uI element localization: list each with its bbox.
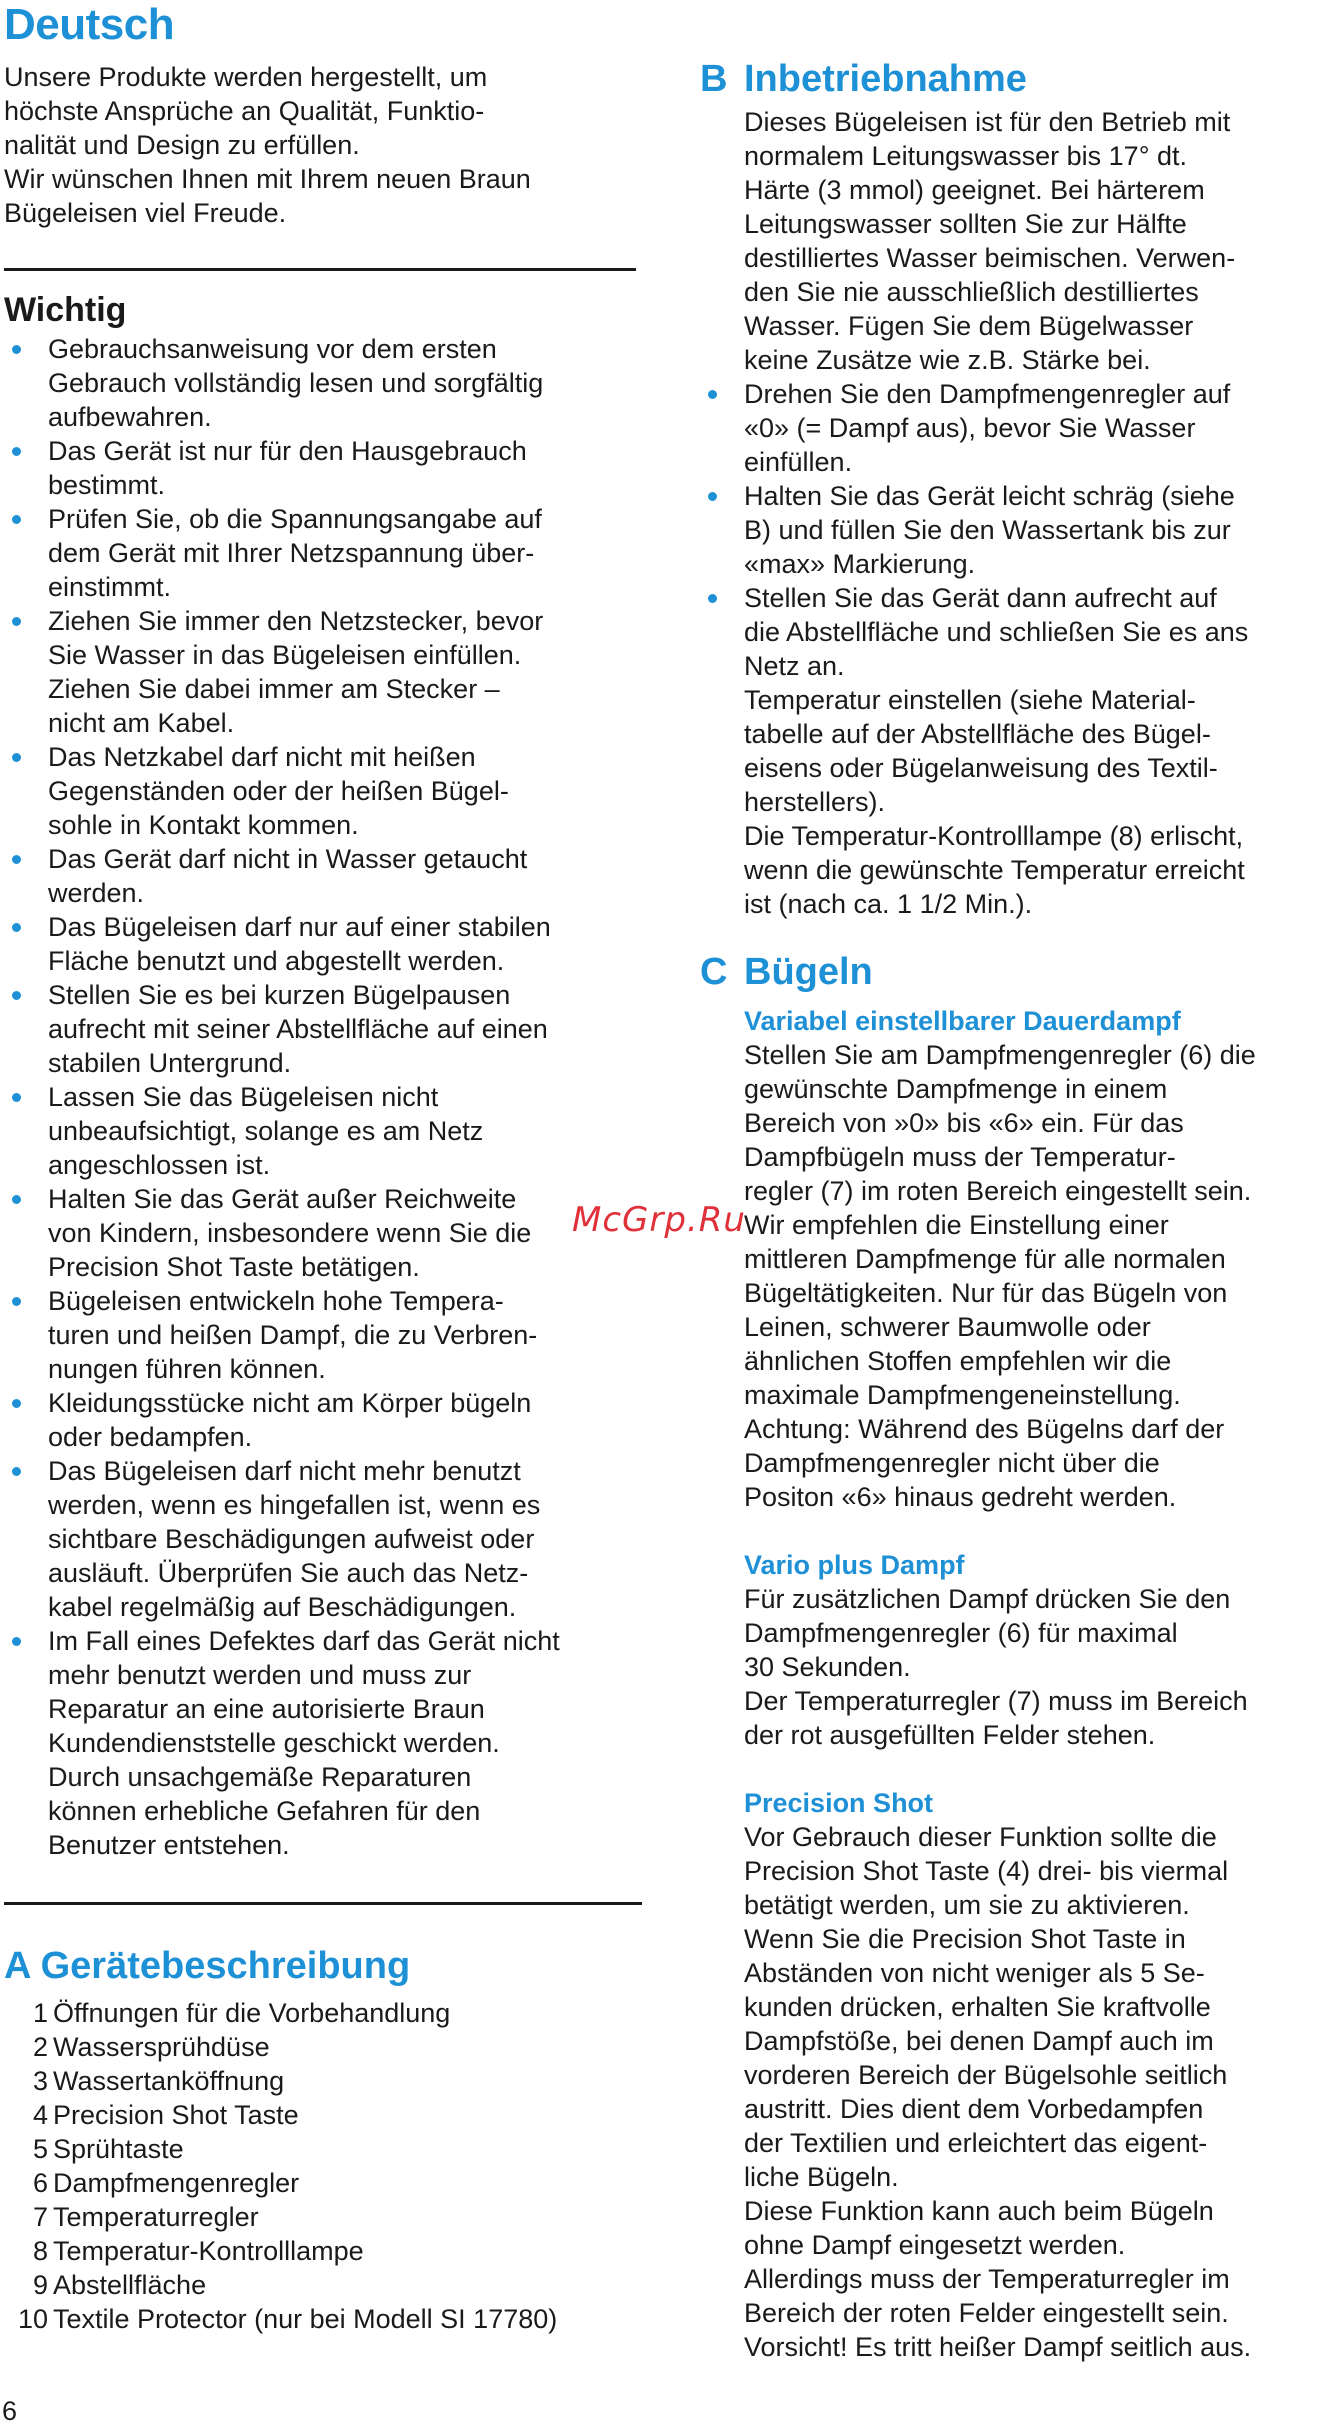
part-label: Abstellfläche: [53, 2270, 207, 2300]
section-b-intro-line: Dieses Bügeleisen ist für den Betrieb mit: [744, 107, 1231, 137]
part-item: [4, 2200, 644, 2234]
page-title: Deutsch: [4, 0, 175, 49]
wichtig-item: Im Fall eines Defektes darf das Gerät nicht mehr benutzt werden und muss zur Reparatur an eine autorisierte Braun Kundendienststelle geschickt werden. Durch unsachgemäße Reparaturen können erhebliche Gefahren für den Benutzer entstehen.: [4, 1624, 644, 1862]
subsection-line: Abständen von nicht weniger als 5 Se-: [744, 1958, 1205, 1988]
bullet-dot-icon: [12, 1637, 21, 1646]
section-b-letter: B: [700, 58, 728, 100]
subsection-line: Dampfstöße, bei denen Dampf auch im: [744, 2026, 1214, 2056]
part-label: Wassertanköffnung: [53, 2066, 285, 2096]
wichtig-item: Ziehen Sie immer den Netzstecker, bevor Sie Wasser in das Bügeleisen einfüllen. Ziehen Sie dabei immer am Stecker – nicht am Kabel.: [4, 604, 644, 740]
section-b-intro-line: normalem Leitungswasser bis 17° dt.: [744, 141, 1188, 171]
subsection-line: Leinen, schwerer Baumwolle oder: [744, 1312, 1151, 1342]
part-label: Textile Protector (nur bei Modell SI 17780): [53, 2304, 558, 2334]
subsection-line: Diese Funktion kann auch beim Bügeln: [744, 2196, 1214, 2226]
subsection-line: der rot ausgefüllten Felder stehen.: [744, 1720, 1156, 1750]
subsection-line: Dampfmengenregler (6) für maximal: [744, 1618, 1178, 1648]
subsection-body: [744, 1038, 1336, 1514]
subsection-line: liche Bügeln.: [744, 2162, 899, 2192]
subsection-line: ohne Dampf eingesetzt werden.: [744, 2230, 1126, 2260]
section-c-body: [744, 1004, 1336, 2364]
wichtig-item: Das Bügeleisen darf nur auf einer stabilen Fläche benutzt und abgestellt werden.: [4, 910, 644, 978]
section-b-intro-line: Härte (3 mmol) geeignet. Bei härterem: [744, 175, 1205, 205]
section-b-heading: [700, 58, 1336, 101]
section-b-item: Stellen Sie das Gerät dann aufrecht auf die Abstellfläche und schließen Sie es ans Netz an. Temperatur einstellen (siehe Material- tabelle auf der Abstellfläche des Bügel- eisens oder Bügelanweisung des Textil- herstellers). Die Temperatur-Kontrolllampe (8) erlischt, wenn die gewünschte Temperatur erreicht ist (nach ca. 1 1/2 Min.).: [700, 581, 1336, 921]
bullet-dot-icon: [12, 1297, 21, 1306]
subsection-heading: Precision Shot: [744, 1788, 934, 1818]
section-c-heading: [700, 951, 1336, 994]
subsection-line: 30 Sekunden.: [744, 1652, 911, 1682]
wichtig-item: Stellen Sie es bei kurzen Bügelpausen aufrecht mit seiner Abstellfläche auf einen stabilen Untergrund.: [4, 978, 644, 1080]
bullet-dot-icon: [12, 515, 21, 524]
left-column: [4, 60, 644, 2336]
subsection-line: vorderen Bereich der Bügelsohle seitlich: [744, 2060, 1228, 2090]
part-number: 3: [32, 2066, 48, 2096]
part-label: Precision Shot Taste: [53, 2100, 299, 2130]
subsection-line: Bereich von »0» bis «6» ein. Für das: [744, 1108, 1184, 1138]
bullet-dot-icon: [12, 1467, 21, 1476]
part-label: Temperatur-Kontrolllampe: [53, 2236, 364, 2266]
part-item: [4, 2166, 644, 2200]
part-number: 2: [32, 2032, 48, 2062]
bullet-dot-icon: [12, 617, 21, 626]
section-c-subsection: [744, 1548, 1336, 1752]
part-item: [4, 1996, 644, 2030]
part-label: Sprühtaste: [53, 2134, 184, 2164]
subsection-line: Vor Gebrauch dieser Funktion sollte die: [744, 1822, 1217, 1852]
section-b-intro-line: keine Zusätze wie z.B. Stärke bei.: [744, 345, 1151, 375]
section-c-title: Bügeln: [744, 951, 873, 993]
section-a-letter: A: [4, 1945, 31, 1987]
part-label: Öffnungen für die Vorbehandlung: [53, 1998, 451, 2028]
bullet-dot-icon: [12, 753, 21, 762]
section-b-list: [700, 377, 1336, 921]
wichtig-item: Lassen Sie das Bügeleisen nicht unbeaufsichtigt, solange es am Netz angeschlossen ist.: [4, 1080, 644, 1182]
bullet-dot-icon: [12, 1195, 21, 1204]
part-item: [4, 2132, 644, 2166]
subsection-heading: Vario plus Dampf: [744, 1550, 965, 1580]
subsection-line: mittleren Dampfmenge für alle normalen: [744, 1244, 1226, 1274]
part-number: 1: [32, 1998, 48, 2028]
subsection-line: Precision Shot Taste (4) drei- bis viermal: [744, 1856, 1229, 1886]
section-c-subsection: [744, 1786, 1336, 2364]
part-item: [4, 2098, 644, 2132]
part-number: 5: [32, 2134, 48, 2164]
part-item: [4, 2268, 644, 2302]
part-number: 7: [32, 2202, 48, 2232]
section-c-subsection: [744, 1004, 1336, 1514]
watermark: McGrp.Ru: [572, 1200, 746, 1240]
bullet-dot-icon: [708, 594, 717, 603]
divider: [4, 268, 636, 271]
part-number: 8: [32, 2236, 48, 2266]
subsection-line: Vorsicht! Es tritt heißer Dampf seitlich aus.: [744, 2332, 1252, 2362]
subsection-line: Wenn Sie die Precision Shot Taste in: [744, 1924, 1186, 1954]
wichtig-item: Prüfen Sie, ob die Spannungsangabe auf dem Gerät mit Ihrer Netzspannung über- einstimmt.: [4, 502, 644, 604]
section-b-intro-line: Wasser. Fügen Sie dem Bügelwasser: [744, 311, 1194, 341]
intro-line: nalität und Design zu erfüllen.: [4, 130, 360, 160]
subsection-line: Achtung: Während des Bügelns darf der: [744, 1414, 1225, 1444]
section-b-intro-line: destilliertes Wasser beimischen. Verwen-: [744, 243, 1236, 273]
section-b-title: Inbetriebnahme: [744, 58, 1027, 100]
subsection-line: austritt. Dies dient dem Vorbedampfen: [744, 2094, 1204, 2124]
section-a-heading: [4, 1945, 644, 1988]
wichtig-item: Bügeleisen entwickeln hohe Tempera- turen und heißen Dampf, die zu Verbren- nungen führen können.: [4, 1284, 644, 1386]
subsection-line: Positon «6» hinaus gedreht werden.: [744, 1482, 1177, 1512]
wichtig-heading: Wichtig: [4, 291, 127, 329]
bullet-dot-icon: [708, 390, 717, 399]
section-b-item: Drehen Sie den Dampfmengenregler auf «0» (= Dampf aus), bevor Sie Wasser einfüllen.: [700, 377, 1336, 479]
subsection-line: regler (7) im roten Bereich eingestellt sein.: [744, 1176, 1252, 1206]
intro-line: Unsere Produkte werden hergestellt, um: [4, 62, 488, 92]
intro-text: [4, 60, 644, 230]
bullet-dot-icon: [708, 492, 717, 501]
subsection-line: kunden drücken, erhalten Sie kraftvolle: [744, 1992, 1211, 2022]
bullet-dot-icon: [12, 1093, 21, 1102]
wichtig-item: Das Gerät ist nur für den Hausgebrauch bestimmt.: [4, 434, 644, 502]
subsection-line: gewünschte Dampfmenge in einem: [744, 1074, 1168, 1104]
intro-line: Wir wünschen Ihnen mit Ihrem neuen Braun: [4, 164, 531, 194]
part-number: 4: [32, 2100, 48, 2130]
subsection-body: [744, 1820, 1336, 2364]
intro-line: Bügeleisen viel Freude.: [4, 198, 287, 228]
bullet-dot-icon: [12, 923, 21, 932]
subsection-heading: Variabel einstellbarer Dauerdampf: [744, 1006, 1181, 1036]
subsection-line: Dampfmengenregler nicht über die: [744, 1448, 1160, 1478]
wichtig-item: Das Bügeleisen darf nicht mehr benutzt werden, wenn es hingefallen ist, wenn es sichtbare Beschädigungen aufweist oder ausläuft. Überprüfen Sie auch das Netz- kabel regelmäßig auf Beschädigungen.: [4, 1454, 644, 1624]
section-b-intro: [744, 105, 1336, 377]
part-label: Temperaturregler: [53, 2202, 259, 2232]
section-c-letter: C: [700, 951, 728, 993]
wichtig-item: Kleidungsstücke nicht am Körper bügeln oder bedampfen.: [4, 1386, 644, 1454]
intro-line: höchste Ansprüche an Qualität, Funktio-: [4, 96, 485, 126]
part-number: 9: [32, 2270, 48, 2300]
part-item: [4, 2030, 644, 2064]
part-item: [4, 2234, 644, 2268]
bullet-dot-icon: [12, 855, 21, 864]
part-label: Dampfmengenregler: [53, 2168, 300, 2198]
subsection-body: [744, 1582, 1336, 1752]
section-a-title: Gerätebeschreibung: [40, 1945, 411, 1987]
bullet-dot-icon: [12, 1399, 21, 1408]
subsection-line: betätigt werden, um sie zu aktivieren.: [744, 1890, 1190, 1920]
subsection-line: ähnlichen Stoffen empfehlen wir die: [744, 1346, 1172, 1376]
wichtig-list: [4, 332, 644, 1862]
section-b-intro-line: den Sie nie ausschließlich destilliertes: [744, 277, 1199, 307]
subsection-line: der Textilien und erleichtert das eigent-: [744, 2128, 1208, 2158]
parts-list: [4, 1996, 644, 2336]
bullet-dot-icon: [12, 447, 21, 456]
right-column: [700, 58, 1336, 2364]
section-b-item: Halten Sie das Gerät leicht schräg (siehe B) und füllen Sie den Wassertank bis zur «max» Markierung.: [700, 479, 1336, 581]
bullet-dot-icon: [12, 991, 21, 1000]
wichtig-item: Das Gerät darf nicht in Wasser getaucht werden.: [4, 842, 644, 910]
page-number: 6: [2, 2396, 18, 2426]
subsection-line: Allerdings muss der Temperaturregler im: [744, 2264, 1230, 2294]
part-number: 10: [17, 2304, 48, 2334]
part-label: Wassersprühdüse: [53, 2032, 270, 2062]
wichtig-item: Halten Sie das Gerät außer Reichweite von Kindern, insbesondere wenn Sie die Precision Shot Taste betätigen.: [4, 1182, 644, 1284]
subsection-line: Stellen Sie am Dampfmengenregler (6) die: [744, 1040, 1256, 1070]
wichtig-item: Gebrauchsanweisung vor dem ersten Gebrauch vollständig lesen und sorgfältig aufbewahren.: [4, 332, 644, 434]
subsection-line: Der Temperaturregler (7) muss im Bereich: [744, 1686, 1248, 1716]
subsection-line: Bereich der roten Felder eingestellt sein.: [744, 2298, 1229, 2328]
bullet-dot-icon: [12, 345, 21, 354]
part-item: [4, 2064, 644, 2098]
section-b-intro-line: Leitungswasser sollten Sie zur Hälfte: [744, 209, 1187, 239]
divider: [4, 1902, 642, 1905]
wichtig-item: Das Netzkabel darf nicht mit heißen Gegenständen oder der heißen Bügel- sohle in Kontakt kommen.: [4, 740, 644, 842]
subsection-line: Bügeltätigkeiten. Nur für das Bügeln von: [744, 1278, 1228, 1308]
part-item: [4, 2302, 644, 2336]
subsection-line: Dampfbügeln muss der Temperatur-: [744, 1142, 1176, 1172]
subsection-line: Für zusätzlichen Dampf drücken Sie den: [744, 1584, 1231, 1614]
part-number: 6: [32, 2168, 48, 2198]
subsection-line: Wir empfehlen die Einstellung einer: [744, 1210, 1169, 1240]
subsection-line: maximale Dampfmengeneinstellung.: [744, 1380, 1181, 1410]
